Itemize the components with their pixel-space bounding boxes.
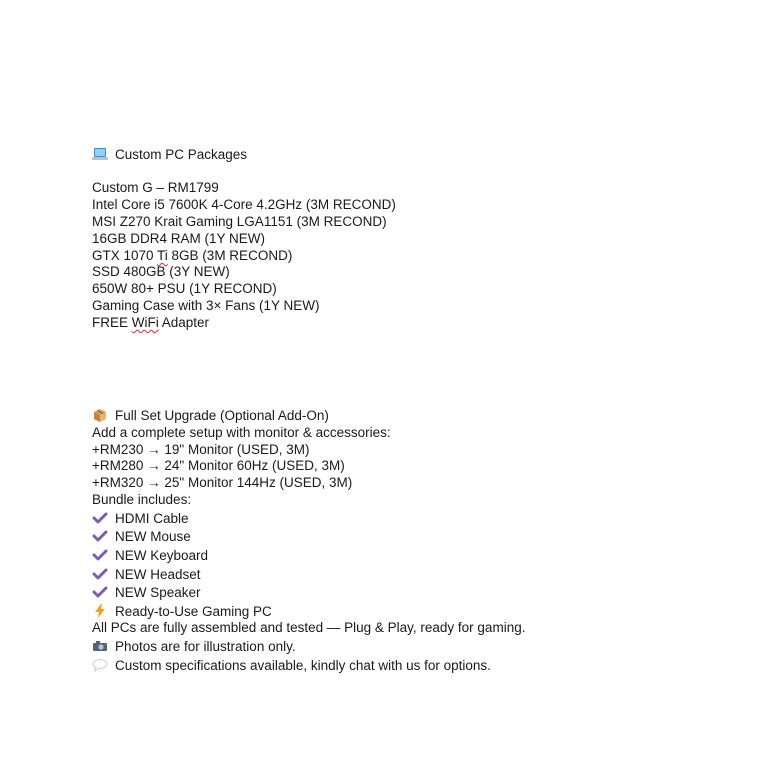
assembled-note: All PCs are fully assembled and tested — Plug & Play, ready for gaming. <box>92 620 526 635</box>
spec-line-motherboard: MSI Z270 Krait Gaming LGA1151 (3M RECOND) <box>92 214 387 229</box>
spec-line-title: Custom G – RM1799 <box>92 180 219 195</box>
bundle-item: NEW Speaker <box>92 584 201 601</box>
monitor-option-19: +RM230 → 19" Monitor (USED, 3M) <box>92 442 310 457</box>
spec-line-ram: 16GB DDR4 RAM (1Y NEW) <box>92 231 266 246</box>
laptop-icon <box>92 147 108 161</box>
bundle-item: NEW Headset <box>92 566 201 583</box>
checkmark-icon <box>92 548 108 562</box>
spec-line-wifi <box>92 314 209 331</box>
bundle-item: NEW Mouse <box>92 528 191 545</box>
section-heading-custom-pc: Custom PC Packages <box>92 146 247 163</box>
checkmark-icon <box>92 585 108 599</box>
chat-note: Custom specifications available, kindly chat with us for options. <box>92 657 491 674</box>
section-heading-upgrade: Full Set Upgrade (Optional Add-On) <box>92 407 329 424</box>
upgrade-intro: Add a complete setup with monitor & accessories: <box>92 425 391 440</box>
ready-line: Ready-to-Use Gaming PC <box>92 603 272 620</box>
lightning-icon <box>92 604 108 618</box>
spec-line-cpu: Intel Core i5 7600K 4-Core 4.2GHz (3M RECOND) <box>92 197 396 212</box>
spellcheck-word: WiFi <box>131 315 159 330</box>
speech-bubble-icon <box>92 658 108 672</box>
photo-note: Photos are for illustration only. <box>92 638 296 655</box>
spec-line-case: Gaming Case with 3× Fans (1Y NEW) <box>92 298 320 313</box>
spec-line-psu: 650W 80+ PSU (1Y RECOND) <box>92 281 277 296</box>
monitor-option-24: +RM280 → 24" Monitor 60Hz (USED, 3M) <box>92 458 345 473</box>
wifi-text: FREE WiFi Adapter <box>92 315 210 330</box>
monitor-option-25: +RM320 → 25" Monitor 144Hz (USED, 3M) <box>92 475 353 490</box>
checkmark-icon <box>92 511 108 525</box>
bundle-item: HDMI Cable <box>92 510 189 527</box>
camera-icon <box>92 639 108 653</box>
spellcheck-word: Ti <box>157 248 168 263</box>
spec-line-ssd: SSD 480GB (3Y NEW) <box>92 264 230 279</box>
package-icon <box>92 408 108 422</box>
bundle-label: Bundle includes: <box>92 492 192 507</box>
spec-line-gpu <box>92 247 292 264</box>
checkmark-icon <box>92 529 108 543</box>
gpu-text: GTX 1070 Ti 8GB (3M RECOND) <box>92 248 293 263</box>
checkmark-icon <box>92 567 108 581</box>
bundle-item: NEW Keyboard <box>92 547 208 564</box>
